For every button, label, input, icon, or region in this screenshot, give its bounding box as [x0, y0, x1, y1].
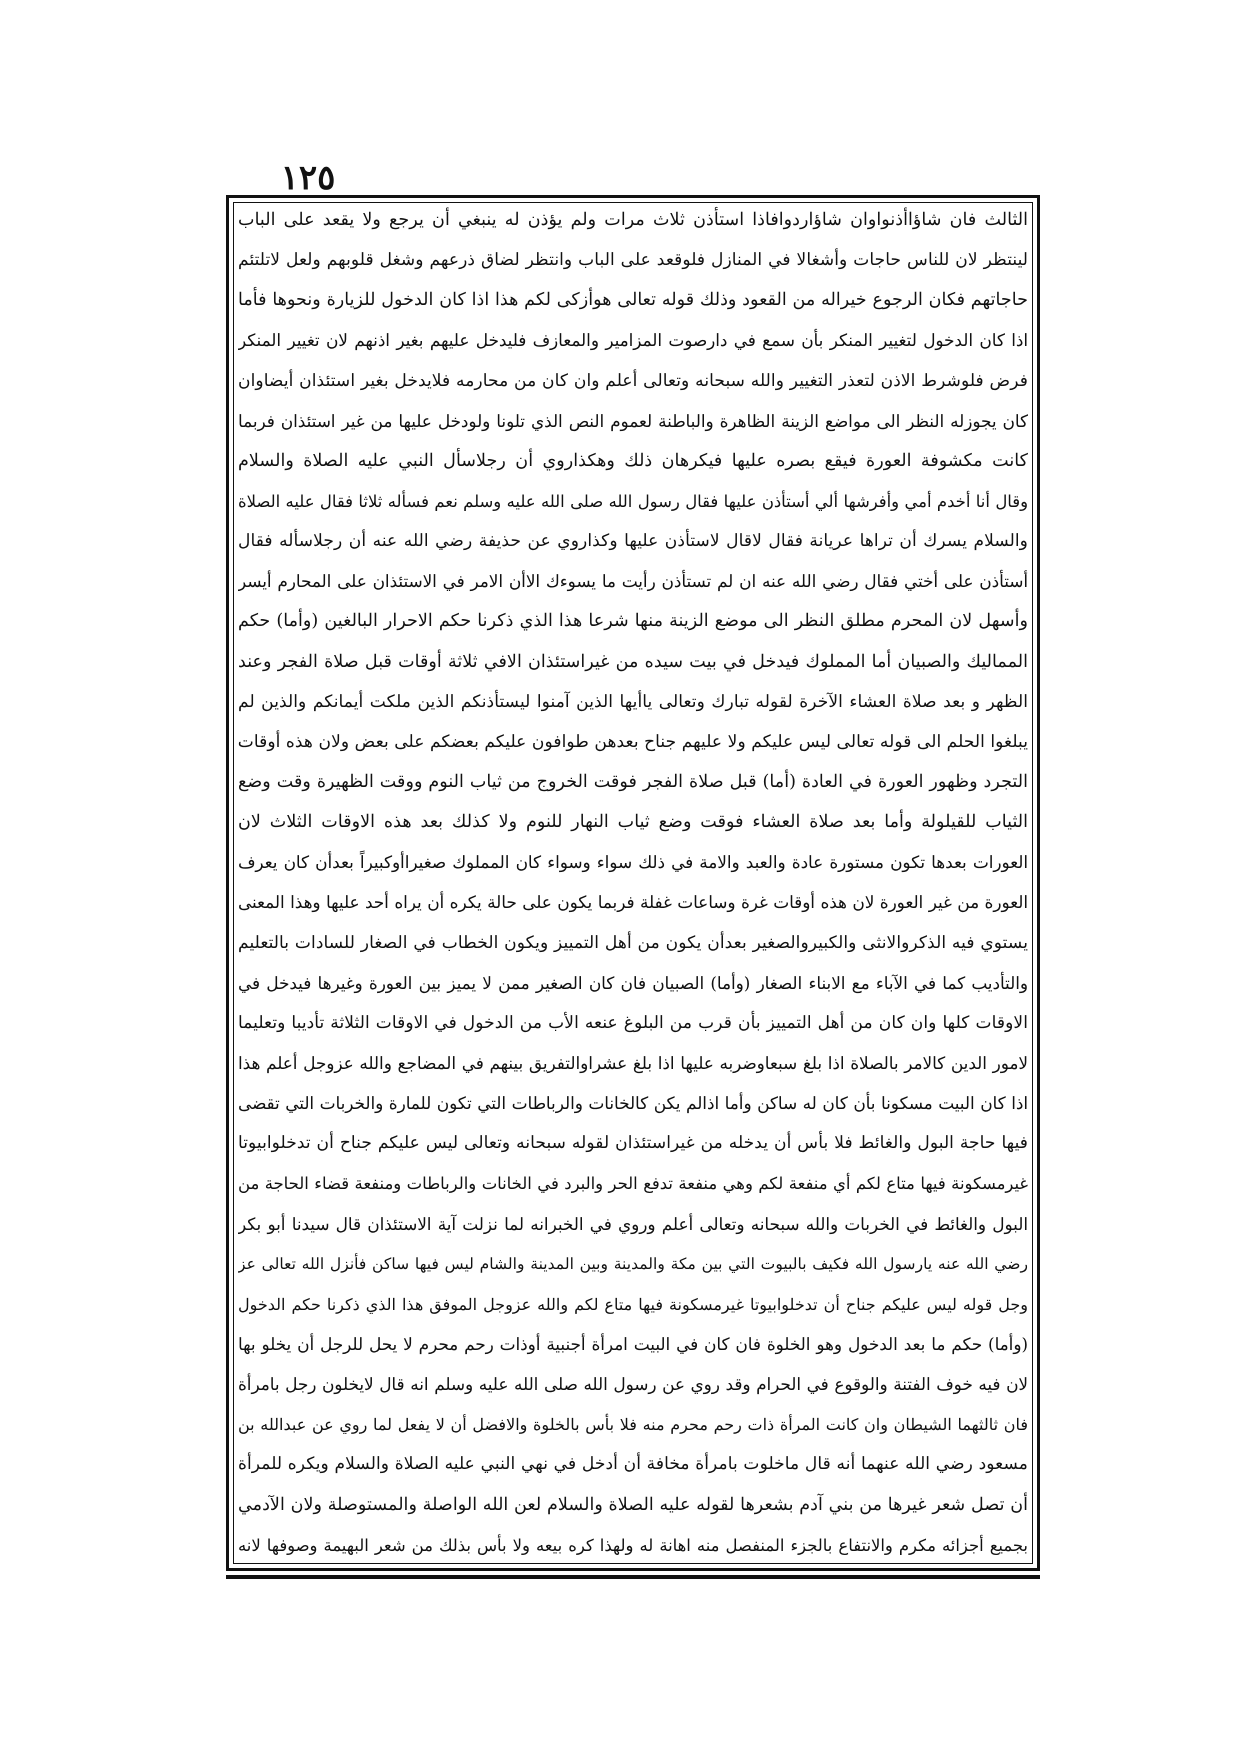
text-line: المماليك والصبيان أما المملوك فيدخل في بيت سيده من غيراستئذان الافي ثلاثة أوقات قبل صلاة الفجر وعند [238, 651, 1028, 672]
text-line: أستأذن على أختي فقال رضي الله عنه ان لم تستأذن رأيت ما يسوءك الاأن الامر في الاستئذان على المحارم أيسر [238, 571, 1028, 592]
text-line: والتأديب كما في الآباء مع الابناء الصغار (وأما) الصبيان فان كان الصغير ممن لا يميز بين العورة وغيرها فيدخل في [238, 972, 1028, 993]
text-body [238, 203, 1028, 1563]
text-line: الثياب للقيلولة وأما بعد صلاة العشاء فوقت وضع ثياب النهار للنوم ولا كذلك بعد هذه الاوقات الثلاث لان [238, 812, 1028, 833]
text-line: وجل قوله ليس عليكم جناح أن تدخلوابيوتا غيرمسكونة فيها متاع لكم والله عزوجل الموفق هذا الذي ذكرنا حكم الدخول [238, 1294, 1028, 1314]
text-line: والسلام يسرك أن تراها عريانة فقال لاقال لاستأذن عليها وكذاروي عن حذيفة رضي الله عنه أن رجلاسأله فقال [238, 531, 1028, 552]
text-line: فرض فلوشرط الاذن لتعذر التغيير والله سبحانه وتعالى أعلم وان كان من محارمه فلايدخل بغير استئذان أيضاوان [238, 370, 1028, 391]
text-line: كانت مكشوفة العورة فيقع بصره عليها فيكرهان ذلك وهكذاروي أن رجلاسأل النبي عليه الصلاة والسلام [238, 450, 1028, 471]
text-line: وقال أنا أخدم أمي وأفرشها ألي أستأذن عليها فقال رسول الله صلى الله عليه وسلم نعم فسأله ثلاثا فقال عليه الصلاة [238, 491, 1028, 511]
page-number: ١٢٥ [280, 158, 336, 198]
text-line: لامور الدين كالامر بالصلاة اذا بلغ سبعاوضربه عليها اذا بلغ عشراوالتفريق بينهم في المضاجع والله عزوجل أعلم هذا [238, 1052, 1028, 1073]
text-line: فان ثالثهما الشيطان وان كانت المرأة ذات رحم محرم منه فلا بأس بالخلوة والافضل أن لا يفعل لما روي عن عبدالله بن [238, 1415, 1028, 1435]
text-line: بجميع أجزائه مكرم والانتفاع بالجزء المنفصل منه اهانة له ولهذا كره بيعه ولا بأس بذلك من شعر البهيمة وصوفها لانه [238, 1535, 1028, 1555]
text-line: العورة من غير العورة لان هذه أوقات غرة وساعات غفلة فربما يكون على حالة يكره أن يراه أحد عليها وهذا المعنى [238, 892, 1028, 913]
text-line: رضي الله عنه يارسول الله فكيف بالبيوت التي بين مكة والمدينة وبين المدينة والشام ليس فيها ساكن فأنزل الله تعالى عز [238, 1254, 1028, 1273]
text-line: وأسهل لان المحرم مطلق النظر الى موضع الزينة منها شرعا هذا الذي ذكرنا حكم الاحرار البالغين (وأما) حكم [238, 611, 1028, 632]
text-line: العورات بعدها تكون مستورة عادة والعبد والامة في ذلك سواء وسواء كان المملوك صغيراأوكبيراً بعدأن كان يعرف [238, 852, 1028, 873]
text-line: الظهر و بعد صلاة العشاء الآخرة لقوله تبارك وتعالى ياأيها الذين آمنوا ليستأذنكم الذين ملكت أيمانكم والذين لم [238, 691, 1028, 712]
text-line: أن تصل شعر غيرها من بني آدم بشعرها لقوله عليه الصلاة والسلام لعن الله الواصلة والمستوصلة ولان الآدمي [238, 1494, 1028, 1515]
text-line: لان فيه خوف الفتنة والوقوع في الحرام وقد روي عن رسول الله صلى الله عليه وسلم انه قال لايخلون رجل بامرأة [238, 1374, 1028, 1395]
text-line: يبلغوا الحلم الى قوله تعالى ليس عليكم ولا عليهم جناح بعدهن طوافون عليكم بعضكم على بعض ولان هذه أوقات [238, 731, 1028, 752]
text-line: الاوقات كلها وان كان من أهل التمييز بأن قرب من البلوغ عنعه الأب من الدخول في الاوقات الثلاثة تأديبا وتعليما [238, 1012, 1028, 1033]
text-line: اذا كان الدخول لتغيير المنكر بأن سمع في دارصوت المزامير والمعازف فليدخل عليهم بغير اذنهم لان تغيير المنكر [238, 330, 1028, 351]
text-line: التجرد وظهور العورة في العادة (أما) قبل صلاة الفجر فوقت الخروج من ثياب النوم ووقت الظهيرة وقت وضع [238, 771, 1028, 792]
text-line: كان يجوزله النظر الى مواضع الزينة الظاهرة والباطنة لعموم النص الذي تلونا ولودخل عليها من غير استئذان فربما [238, 410, 1028, 431]
text-line: فيها حاجة البول والغائط فلا بأس أن يدخله من غيراستئذان لقوله سبحانه وتعالى ليس عليكم جناح أن تدخلوابيوتا [238, 1133, 1028, 1154]
text-line: يستوي فيه الذكروالانثى والكبيروالصغير بعدأن يكون من أهل التمييز ويكون الخطاب في الصغار للسادات بالتعليم [238, 932, 1028, 953]
text-line: (وأما) حكم ما بعد الدخول وهو الخلوة فان كان في البيت امرأة أجنبية أوذات رحم محرم لا يحل للرجل أن يخلو بها [238, 1333, 1028, 1354]
text-line: مسعود رضي الله عنهما أنه قال ماخلوت بامرأة مخافة أن أدخل في نهي النبي عليه الصلاة والسلام ويكره للمرأة [238, 1454, 1028, 1475]
text-line: حاجاتهم فكان الرجوع خيراله من القعود وذلك قوله تعالى هوأزكى لكم هذا اذا كان الدخول للزيارة ونحوها فأما [238, 290, 1028, 311]
text-line: اذا كان البيت مسكونا بأن كان له ساكن وأما اذالم يكن كالخانات والرباطات التي تكون للمارة والخربات التي تقضى [238, 1093, 1028, 1114]
text-line: لينتظر لان للناس حاجات وأشغالا في المنازل فلوقعد على الباب وانتظر لضاق ذرعهم وشغل قلوبهم ولعل لاتلتئم [238, 250, 1028, 271]
bottom-rule [226, 1575, 1040, 1579]
text-line: غيرمسكونة فيها متاع لكم أي منفعة لكم وهي منفعة تدفع الحر والبرد في الخانات والرباطات ومنفعة قضاء الحاجة من [238, 1174, 1028, 1194]
text-line: البول والغائط في الخربات والله سبحانه وتعالى أعلم وروي في الخبرانه لما نزلت آية الاستئذان قال سيدنا أبو بكر [238, 1213, 1028, 1234]
text-line: الثالث فان شاؤاأذنواوان شاؤاردوافاذا استأذن ثلاث مرات ولم يؤذن له ينبغي أن يرجع ولا يقعد على الباب [238, 210, 1028, 230]
